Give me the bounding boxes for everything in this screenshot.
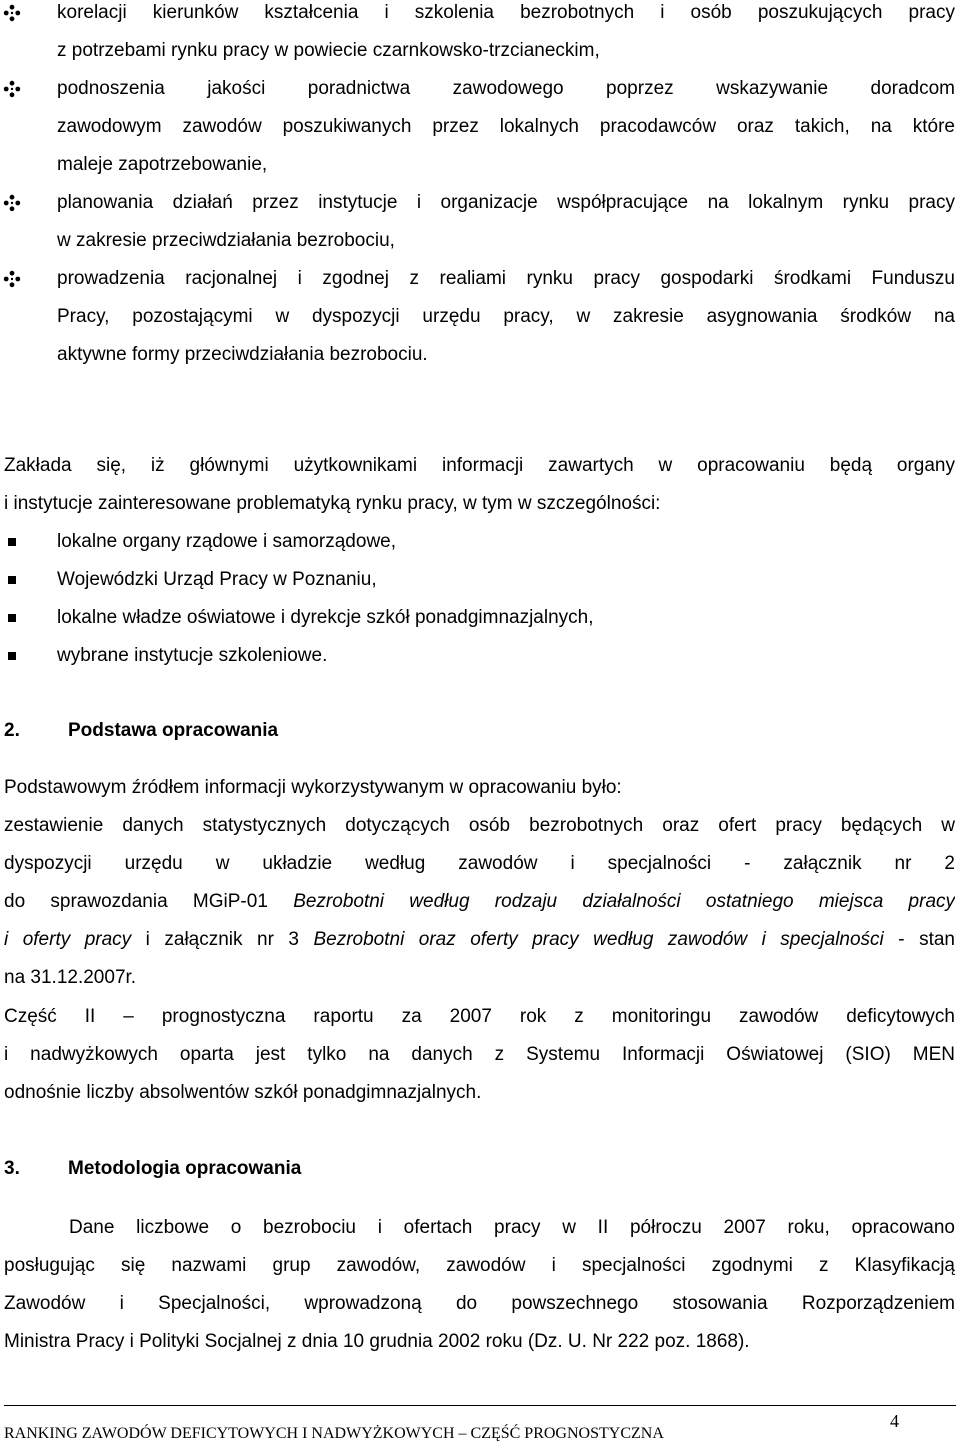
italic-title: i oferty pracy <box>4 929 132 950</box>
paragraph-line: Zakłada się, iż głównymi użytkownikami informacji zawartych w opracowaniu będą organy <box>4 455 955 476</box>
list-item: lokalne organy rządowe i samorządowe, <box>57 531 397 552</box>
paragraph-line: i instytucje zainteresowane problematyką rynku pracy, w tym w szczególności: <box>4 493 661 514</box>
paragraph-line: posługując się nazwami grup zawodów, zawodów i specjalności zgodnymi z Klasyfikacją <box>4 1255 955 1276</box>
list-item-line: z potrzebami rynku pracy w powiecie czarnkowsko-trzcianeckim, <box>57 40 600 61</box>
section-title: Metodologia opracowania <box>68 1158 302 1179</box>
list-item-line: Pracy, pozostającymi w dyspozycji urzędu pracy, w zakresie asygnowania środków na <box>57 306 955 327</box>
section-number: 2. <box>4 720 20 741</box>
section-number: 3. <box>4 1158 20 1179</box>
footer-title: RANKING ZAWODÓW DEFICYTOWYCH I NADWYŻKOWYCH – CZĘŚĆ PROGNOSTYCZNA <box>4 1425 664 1442</box>
paragraph-line: Część II – prognostyczna raportu za 2007 rok z monitoringu zawodów deficytowych <box>4 1006 955 1027</box>
list-item-line: aktywne formy przeciwdziałania bezrobociu. <box>57 344 428 365</box>
diamond-bullet-icon <box>2 267 22 291</box>
paragraph-line: Dane liczbowe o bezrobociu i ofertach pracy w II półroczu 2007 roku, opracowano <box>69 1217 955 1238</box>
list-item-line: podnoszenia jakości poradnictwa zawodowego poprzez wskazywanie doradcom <box>57 78 955 99</box>
paragraph-line: i nadwyżkowych oparta jest tylko na danych z Systemu Informacji Oświatowej (SIO) MEN <box>4 1044 955 1065</box>
paragraph-line <box>4 890 955 914</box>
paragraph-line: dyspozycji urzędu w układzie według zawodów i specjalności - załącznik nr 2 <box>4 853 955 874</box>
list-item: Wojewódzki Urząd Pracy w Poznaniu, <box>57 569 377 590</box>
paragraph-line: na 31.12.2007r. <box>4 967 137 988</box>
footer-divider <box>4 1405 956 1406</box>
paragraph-line: Ministra Pracy i Polityki Socjalnej z dnia 10 grudnia 2002 roku (Dz. U. Nr 222 poz. 1868). <box>4 1331 750 1352</box>
square-bullet-icon <box>2 568 22 592</box>
list-item-line: prowadzenia racjonalnej i zgodnej z realiami rynku pracy gospodarki środkami Funduszu <box>57 268 955 289</box>
diamond-bullet-icon <box>2 1 22 25</box>
text-run: do sprawozdania MGiP-01 <box>4 891 294 912</box>
page-number: 4 <box>890 1411 899 1431</box>
diamond-bullet-icon <box>2 77 22 101</box>
italic-title: Bezrobotni oraz oferty pracy według zawodów i specjalności <box>313 929 884 950</box>
paragraph-line: zestawienie danych statystycznych dotyczących osób bezrobotnych oraz ofert pracy będących w <box>4 815 955 836</box>
text-run: - stan <box>883 929 955 950</box>
diamond-bullet-icon <box>2 191 22 215</box>
paragraph-line: odnośnie liczby absolwentów szkół ponadgimnazjalnych. <box>4 1082 482 1103</box>
paragraph-line: Zawodów i Specjalności, wprowadzoną do powszechnego stosowania Rozporządzeniem <box>4 1293 955 1314</box>
section-heading <box>4 719 278 743</box>
list-item-line: zawodowym zawodów poszukiwanych przez lokalnych pracodawców oraz takich, na które <box>57 116 955 137</box>
list-item-line: w zakresie przeciwdziałania bezrobociu, <box>57 230 395 251</box>
list-item-line: planowania działań przez instytucje i organizacje współpracujące na lokalnym rynku pracy <box>57 192 955 213</box>
paragraph-line: Podstawowym źródłem informacji wykorzystywanym w opracowaniu było: <box>4 777 622 798</box>
section-title: Podstawa opracowania <box>68 720 279 741</box>
square-bullet-icon <box>2 530 22 554</box>
italic-title: Bezrobotni według rodzaju działalności ostatniego miejsca pracy <box>293 891 955 912</box>
paragraph-line <box>4 928 955 952</box>
square-bullet-icon <box>2 644 22 668</box>
list-item-line: korelacji kierunków kształcenia i szkolenia bezrobotnych i osób poszukujących pracy <box>57 2 955 23</box>
section-heading <box>4 1157 301 1181</box>
list-item-line: maleje zapotrzebowanie, <box>57 154 268 175</box>
text-run: i załącznik nr 3 <box>131 929 314 950</box>
square-bullet-icon <box>2 606 22 630</box>
list-item: lokalne władze oświatowe i dyrekcje szkół ponadgimnazjalnych, <box>57 607 594 628</box>
list-item: wybrane instytucje szkoleniowe. <box>57 645 328 666</box>
